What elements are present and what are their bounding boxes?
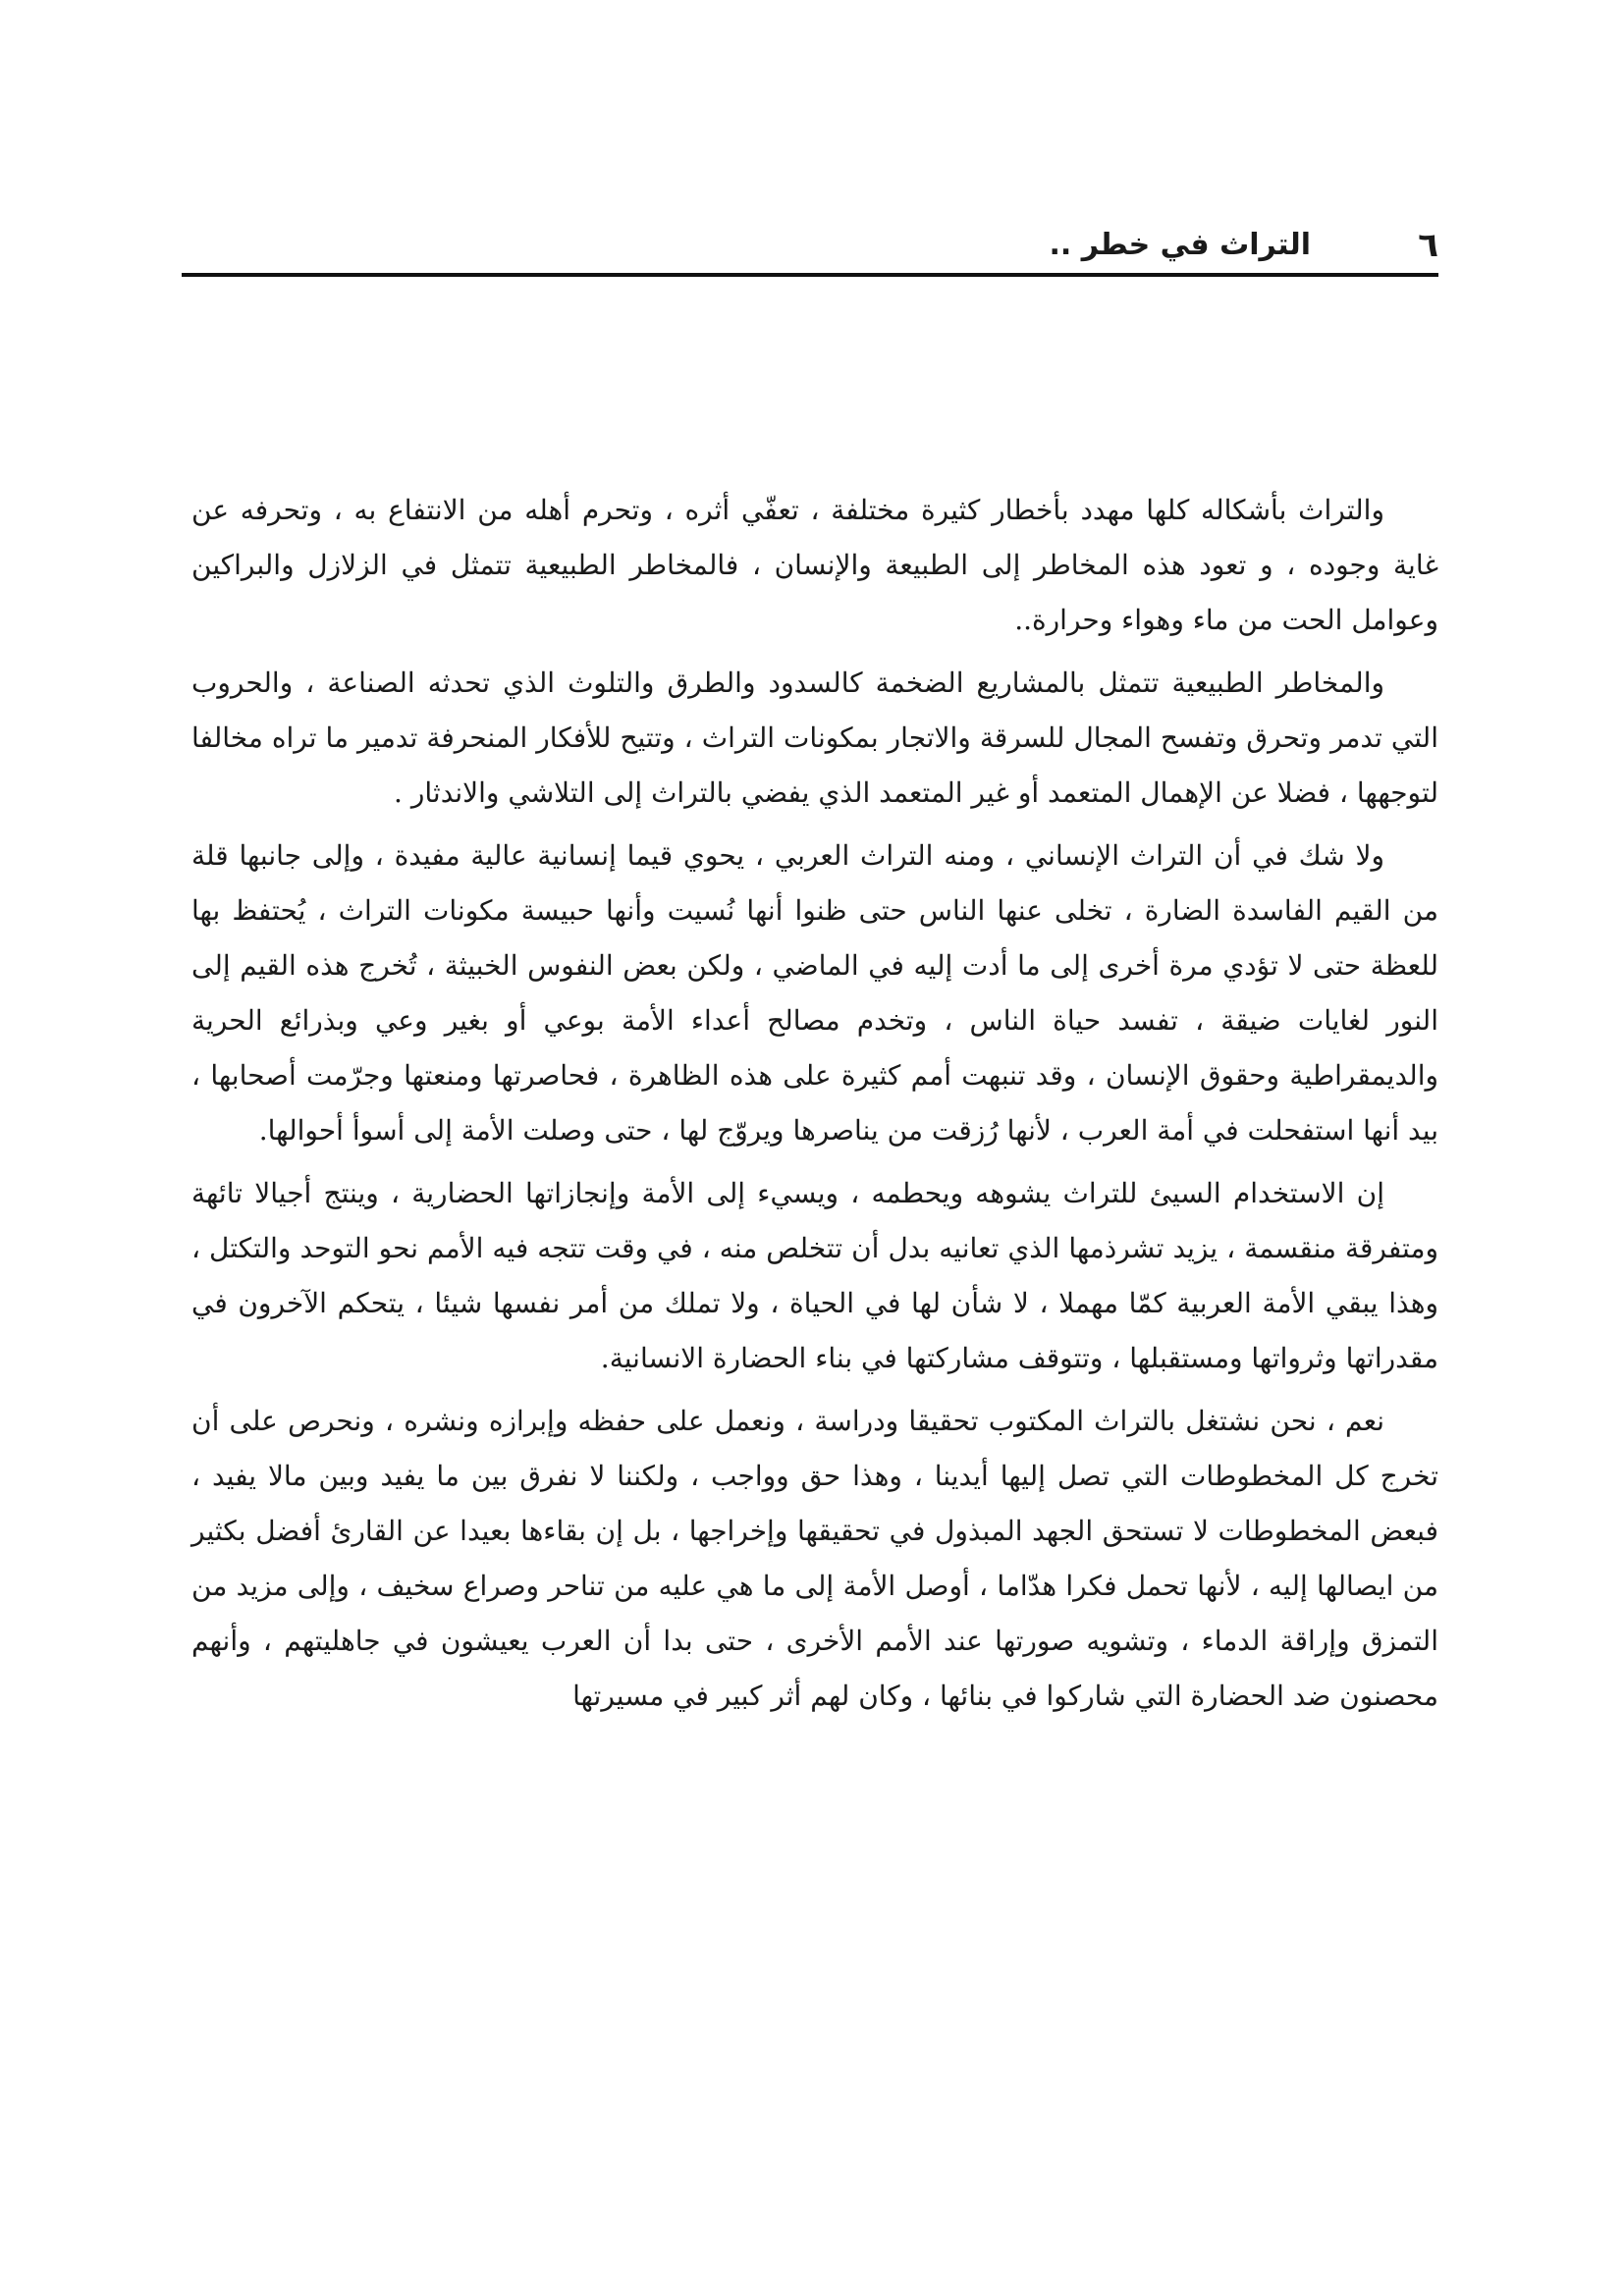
paragraph-2: والمخاطر الطبيعية تتمثل بالمشاريع الضخمة كالسدود والطرق والتلوث الذي تحدثه الصناعة ، والحروب التي تدمر وتحرق وتفسح المجال للسرقة والاتجار بمكونات التراث ، وتتيح للأفكار المنحرفة تدمير ما تراه مخالفا لتوجهها ، فضلا عن الإهمال المتعمد أو غير المتعمد الذي يفضي بالتراث إلى التلاشي والاندثار . xyxy=(191,667,1438,809)
paragraph-3: ولا شك في أن التراث الإنساني ، ومنه التراث العربي ، يحوي قيما إنسانية عالية مفيدة ، وإلى جانبها قلة من القيم الفاسدة الضارة ، تخلى عنها الناس حتى ظنوا أنها نُسيت وأنها حبيسة مكونات التراث ، يُحتفظ بها للعظة حتى لا تؤدي مرة أخرى إلى ما أدت إليه في الماضي ، ولكن بعض النفوس الخبيثة ، تُخرج هذه القيم إلى النور لغايات ضيقة ، تفسد حياة الناس ، وتخدم مصالح أعداء الأمة بوعي أو بغير وعي وبذرائع الحرية والديمقراطية وحقوق الإنسان ، وقد تنبهت أمم كثيرة على هذه الظاهرة ، فحاصرتها ومنعتها وجرّمت أصحابها ، بيد أنها استفحلت في أمة العرب ، لأنها رُزقت من يناصرها ويروّج لها ، حتى وصلت الأمة إلى أسوأ أحوالها. xyxy=(191,839,1438,1147)
paragraph-4: إن الاستخدام السيئ للتراث يشوهه ويحطمه ، ويسيء إلى الأمة وإنجازاتها الحضارية ، وينتج أجيالا تائهة ومتفرقة منقسمة ، يزيد تشرذمها الذي تعانيه بدل أن تتخلص منه ، في وقت تتجه فيه الأمم نحو التوحد والتكتل ، وهذا يبقي الأمة العربية كمّا مهملا ، لا شأن لها في الحياة ، ولا تملك من أمر نفسها شيئا ، يتحكم الآخرون في مقدراتها وثرواتها ومستقبلها ، وتتوقف مشاركتها في بناء الحضارة الانسانية. xyxy=(191,1177,1438,1374)
page-number: ٦ xyxy=(1418,226,1438,265)
running-header xyxy=(182,218,1438,273)
paragraph-1: والتراث بأشكاله كلها مهدد بأخطار كثيرة مختلفة ، تعفّي أثره ، وتحرم أهله من الانتفاع به ، وتحرفه عن غاية وجوده ، و تعود هذه المخاطر إلى الطبيعة والإنسان ، فالمخاطر الطبيعية تتمثل في الزلازل والبراكين وعوامل الحت من ماء وهواء وحرارة.. xyxy=(191,494,1438,636)
header-divider xyxy=(182,273,1438,277)
body-text xyxy=(191,483,1438,1732)
paragraph-5: نعم ، نحن نشتغل بالتراث المكتوب تحقيقا ودراسة ، ونعمل على حفظه وإبرازه ونشره ، ونحرص على أن تخرج كل المخطوطات التي تصل إليها أيدينا ، وهذا حق وواجب ، ولكننا لا نفرق بين ما يفيد وبين مالا يفيد ، فبعض المخطوطات لا تستحق الجهد المبذول في تحقيقها وإخراجها ، بل إن بقاءها بعيدا عن القارئ أفضل بكثير من ايصالها إليه ، لأنها تحمل فكرا هدّاما ، أوصل الأمة إلى ما هي عليه من تناحر وصراع سخيف ، وإلى مزيد من التمزق وإراقة الدماء ، وتشويه صورتها عند الأمم الأخرى ، حتى بدا أن العرب يعيشون في جاهليتهم ، وأنهم محصنون ضد الحضارة التي شاركوا في بنائها ، وكان لهم أثر كبير في مسيرتها xyxy=(191,1405,1438,1712)
running-header-title: التراث في خطر .. xyxy=(1049,228,1311,262)
